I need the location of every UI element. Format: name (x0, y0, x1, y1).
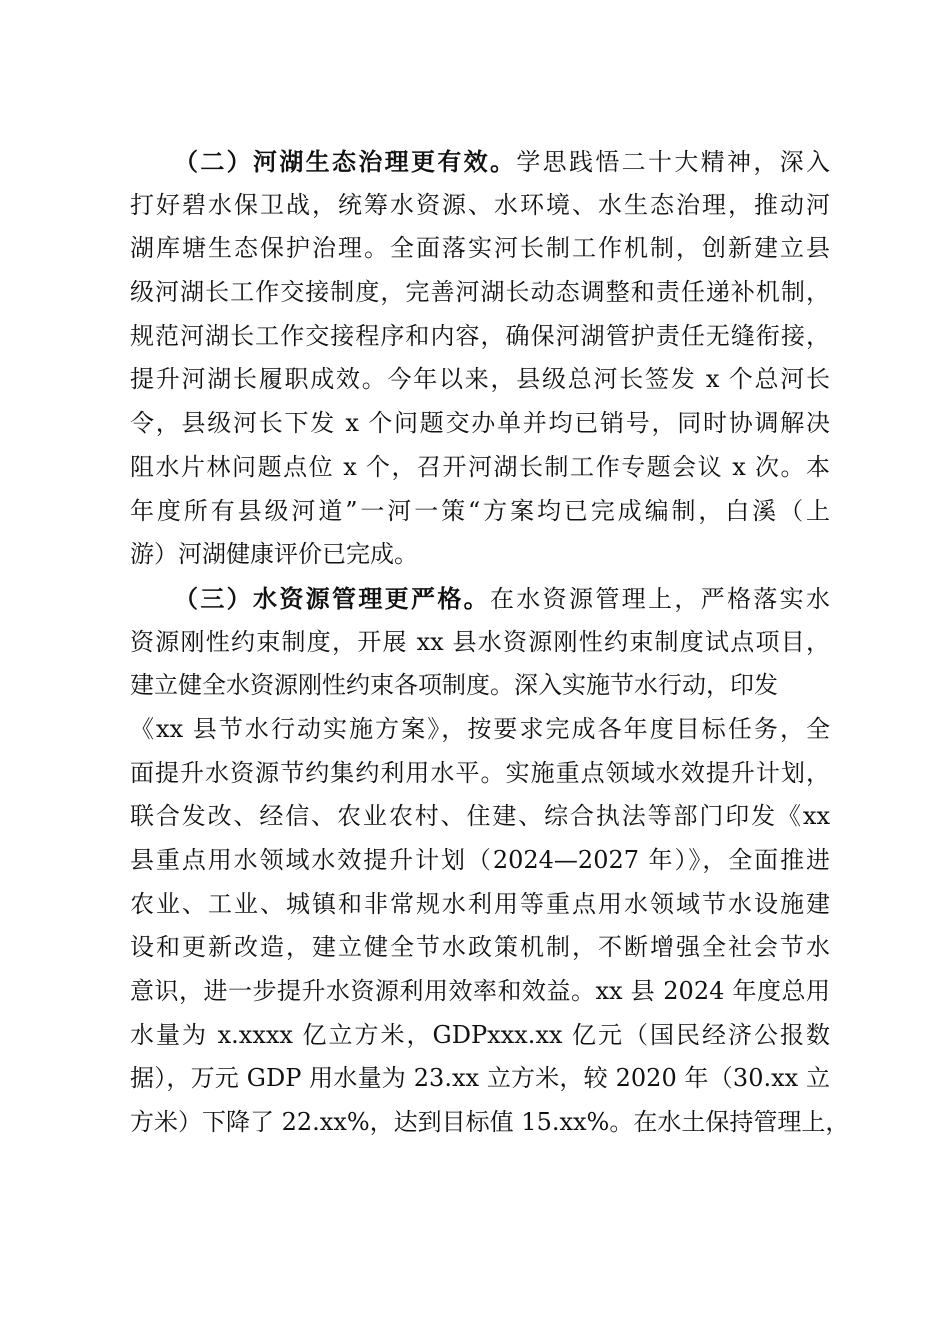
paragraph-line: 据），万元 GDP 用水量为 23.xx 立方米，较 2020 年（30.xx 立 (130, 1064, 830, 1093)
paragraph-line: 农业、工业、城镇和非常规水利用等重点用水领域节水设施建 (130, 889, 830, 918)
paragraph-line: 《xx 县节水行动实施方案》，按要求完成各年度目标任务，全 (130, 714, 830, 743)
section-heading: （三）水资源管理更严格。 (174, 583, 490, 613)
paragraph-text: 在水资源管理上，严格落实水 (490, 584, 830, 613)
paragraph-line (130, 140, 830, 184)
paragraph-line: 湖库塘生态保护治理。全面落实河长制工作机制，创新建立县 (130, 234, 830, 263)
paragraph-line: 设和更新改造，建立健全节水政策机制，不断增强全社会节水 (130, 933, 830, 962)
paragraph-line: 水量为 x.xxxx 亿立方米，GDPxxx.xx 亿元（国民经济公报数 (130, 1020, 830, 1049)
paragraph-line: 意识，进一步提升水资源利用效率和效益。xx 县 2024 年度总用 (130, 977, 830, 1006)
paragraph-line: 联合发改、经信、农业农村、住建、综合执法等部门印发《xx (130, 802, 830, 831)
document-body (130, 140, 850, 1145)
paragraph-line: 打好碧水保卫战，统筹水资源、水环境、水生态治理，推动河 (130, 190, 830, 219)
paragraph-line: 资源刚性约束制度，开展 xx 县水资源刚性约束制度试点项目， (130, 627, 830, 656)
section-heading: （二）河湖生态治理更有效。 (174, 147, 517, 176)
paragraph-line: 阻水片林问题点位 x 个，召开河湖长制工作专题会议 x 次。本 (130, 452, 830, 481)
paragraph-text: 学思践悟二十大精神，深入 (516, 148, 831, 176)
paragraph-line: 建立健全水资源刚性约束各项制度。深入实施节水行动，印发 (130, 671, 778, 700)
paragraph-line: 级河湖长工作交接制度，完善河湖长动态调整和责任递补机制， (130, 278, 830, 307)
paragraph-line: 年度所有县级河道”一河一策“方案均已完成编制，白溪（上 (130, 496, 830, 525)
paragraph-line: 方米）下降了 22.xx%，达到目标值 15.xx%。在水土保持管理上， (130, 1108, 850, 1137)
paragraph-line: 提升河湖长履职成效。今年以来，县级总河长签发 x 个总河长 (130, 365, 830, 394)
paragraph-line: 令，县级河长下发 x 个问题交办单并均已销号，同时协调解决 (130, 409, 830, 438)
paragraph-line: 面提升水资源节约集约利用水平。实施重点领域水效提升计划， (130, 758, 830, 787)
paragraph-line: 游）河湖健康评价已完成。 (130, 540, 418, 569)
paragraph-line (130, 577, 830, 621)
paragraph-line: 县重点用水领域水效提升计划（2024—2027 年）》，全面推进 (130, 846, 830, 874)
paragraph-line: 规范河湖长工作交接程序和内容，确保河湖管护责任无缝衔接， (130, 321, 830, 350)
